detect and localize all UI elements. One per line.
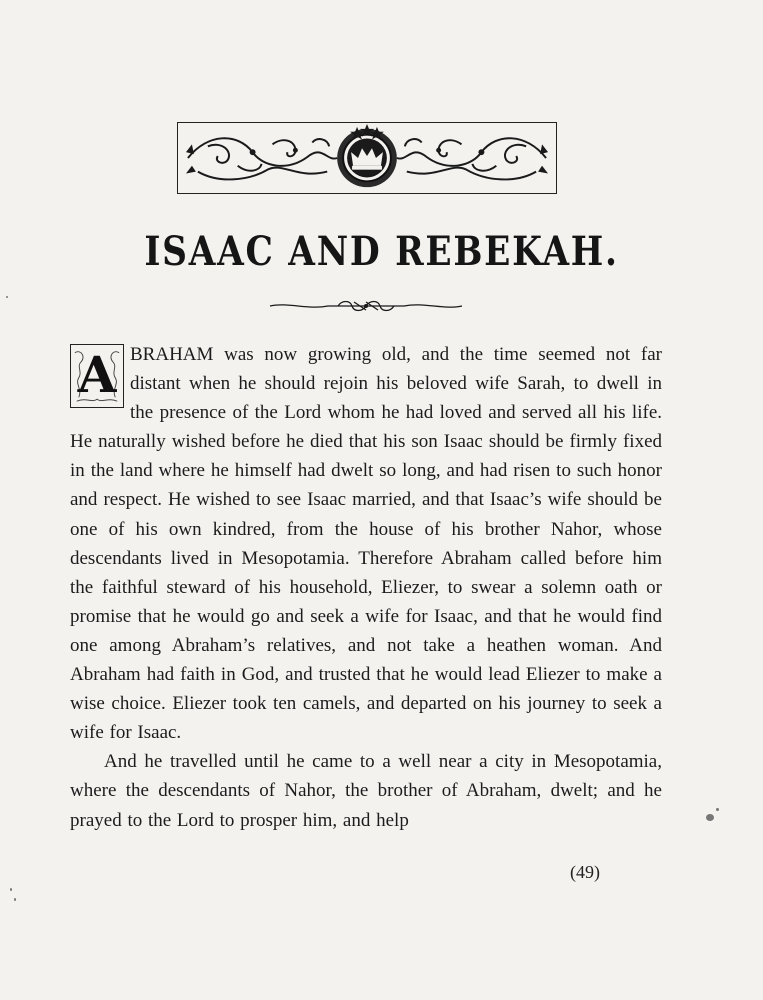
title-divider-ornament: [268, 296, 464, 316]
paper-speck: [716, 808, 719, 811]
page-number: (49): [570, 862, 600, 882]
chapter-title: ISAAC AND REBEKAH.: [144, 228, 619, 275]
paragraph-1: [70, 340, 662, 747]
drop-cap: [70, 344, 124, 408]
flourish-divider-icon: [268, 296, 464, 316]
body-text: [70, 340, 662, 835]
paragraph-1-text: BRAHAM was now growing old, and the time seemed not far distant when he should rejoin his beloved wife Sarah, to dwell in the presence of the Lord whom he had loved and served all his life. He naturally wished before he died that his son Isaac should be firmly fixed in the land where he himself had dwelt so long, and had risen to such honor and respect. He wished to see Isaac married, and that Isaac’s wife should be one of his own kindred, from the house of his brother Nahor, whose descendants lived in Mesopotamia. Therefore Abraham called before him the faithful steward of his household, Eliezer, to swear a solemn oath or promise that he would go and seek a wife for Isaac, and that he would find one among Abraham’s relatives, and not take a heathen woman. And Abraham had faith in God, and trusted that he would lead Eliezer to make a wise choice. Eliezer took ten camels, and departed on his journey to seek a wife for Isaac.: [70, 344, 662, 744]
drop-cap-letter: A: [77, 345, 117, 404]
paper-speck: [10, 888, 12, 891]
crown-scroll-ornament-icon: [178, 123, 556, 193]
paper-speck: [706, 814, 714, 821]
ornamental-headpiece: [177, 122, 557, 194]
paper-speck: [14, 898, 16, 901]
paragraph-2: And he travelled until he came to a well near a city in Mesopotamia, where the descendants of Nahor, the brother of Abraham, dwelt; and he prayed to the Lord to prosper him, and help: [70, 751, 662, 831]
paper-speck: [6, 296, 8, 298]
